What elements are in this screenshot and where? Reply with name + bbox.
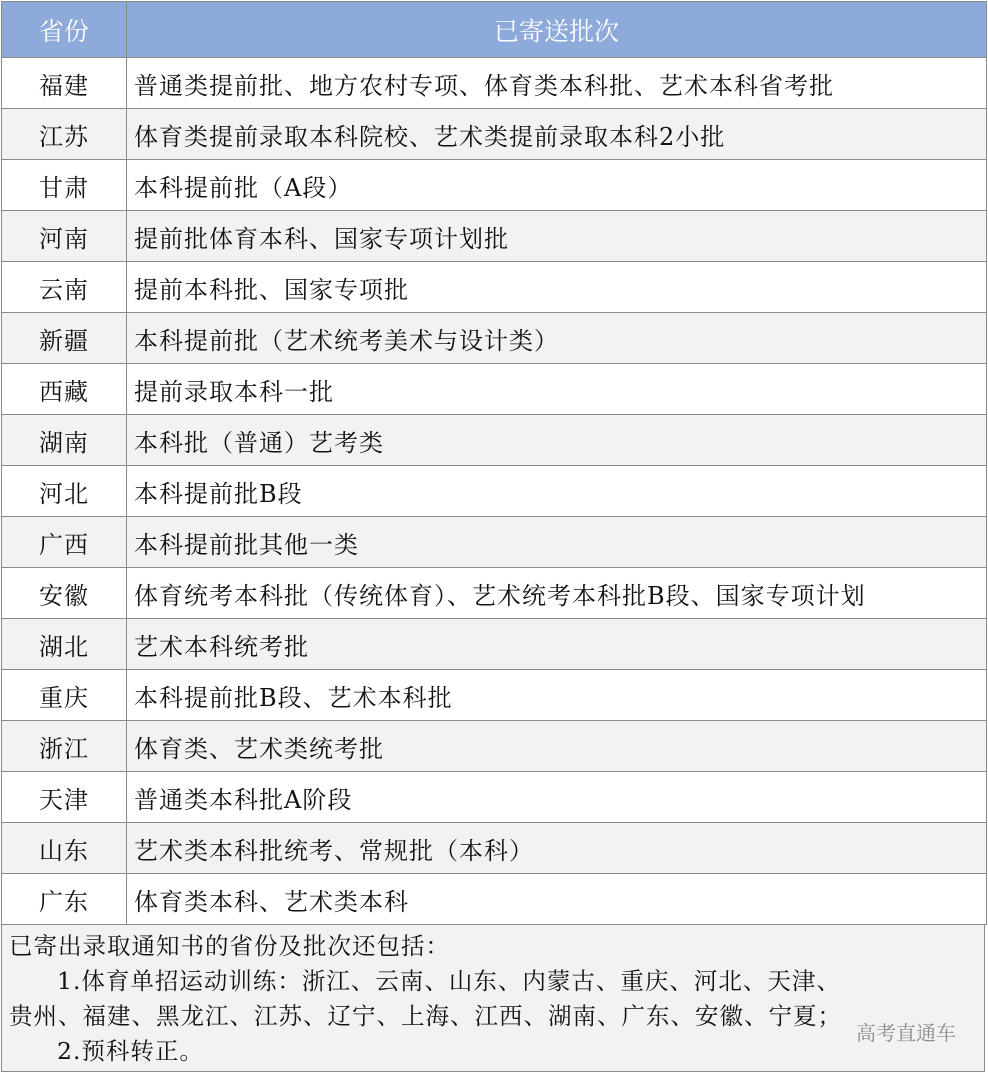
batch-cell: 体育统考本科批（传统体育）、艺术统考本科批B段、国家专项计划 (127, 568, 987, 619)
notes-intro: 已寄出录取通知书的省份及批次还包括： (9, 932, 450, 960)
table-row (2, 772, 987, 823)
batch-cell: 提前本科批、国家专项批 (127, 262, 987, 313)
table-body (2, 58, 987, 925)
batch-table (1, 1, 987, 925)
table-row (2, 160, 987, 211)
table-row (2, 58, 987, 109)
notes-item-2: 2.预科转正。 (57, 1037, 204, 1065)
province-cell: 福建 (2, 58, 127, 109)
province-cell: 重庆 (2, 670, 127, 721)
table-row (2, 670, 987, 721)
province-cell: 西藏 (2, 364, 127, 415)
table-row (2, 517, 987, 568)
province-cell: 广东 (2, 874, 127, 925)
table-row (2, 721, 987, 772)
batch-cell: 体育类、艺术类统考批 (127, 721, 987, 772)
notes-item-1-line-1: 1.体育单招运动训练：浙江、云南、山东、内蒙古、重庆、河北、天津、 (57, 967, 841, 995)
watermark: 高考直通车 (852, 1017, 960, 1046)
table-row (2, 262, 987, 313)
table-row (2, 364, 987, 415)
batch-cell: 体育类本科、艺术类本科 (127, 874, 987, 925)
batch-cell: 本科提前批其他一类 (127, 517, 987, 568)
header-province: 省份 (2, 2, 127, 58)
table-row (2, 823, 987, 874)
batch-cell: 提前录取本科一批 (127, 364, 987, 415)
batch-cell: 本科提前批（艺术统考美术与设计类） (127, 313, 987, 364)
province-cell: 江苏 (2, 109, 127, 160)
notes-item-1-line-2: 贵州、福建、黑龙江、江苏、辽宁、上海、江西、湖南、广东、安徽、宁夏； (9, 1002, 842, 1030)
header-batch: 已寄送批次 (127, 2, 987, 58)
province-cell: 云南 (2, 262, 127, 313)
province-cell: 新疆 (2, 313, 127, 364)
batch-cell: 艺术类本科批统考、常规批（本科） (127, 823, 987, 874)
batch-cell: 体育类提前录取本科院校、艺术类提前录取本科2小批 (127, 109, 987, 160)
province-cell: 广西 (2, 517, 127, 568)
province-cell: 浙江 (2, 721, 127, 772)
province-cell: 河南 (2, 211, 127, 262)
batch-cell: 普通类本科批A阶段 (127, 772, 987, 823)
batch-cell: 艺术本科统考批 (127, 619, 987, 670)
province-cell: 河北 (2, 466, 127, 517)
notes-section (1, 925, 985, 1072)
batch-cell: 提前批体育本科、国家专项计划批 (127, 211, 987, 262)
batch-cell: 普通类提前批、地方农村专项、体育类本科批、艺术本科省考批 (127, 58, 987, 109)
table-row (2, 211, 987, 262)
province-cell: 甘肃 (2, 160, 127, 211)
table-row (2, 874, 987, 925)
table-row (2, 109, 987, 160)
batch-cell: 本科提前批B段 (127, 466, 987, 517)
province-cell: 安徽 (2, 568, 127, 619)
province-cell: 湖南 (2, 415, 127, 466)
province-cell: 山东 (2, 823, 127, 874)
table-row (2, 619, 987, 670)
batch-cell: 本科提前批B段、艺术本科批 (127, 670, 987, 721)
table-row (2, 415, 987, 466)
province-cell: 湖北 (2, 619, 127, 670)
province-cell: 天津 (2, 772, 127, 823)
table-row (2, 568, 987, 619)
batch-cell: 本科批（普通）艺考类 (127, 415, 987, 466)
table-row (2, 466, 987, 517)
table-row (2, 313, 987, 364)
batch-cell: 本科提前批（A段） (127, 160, 987, 211)
table-header-row (2, 2, 987, 58)
